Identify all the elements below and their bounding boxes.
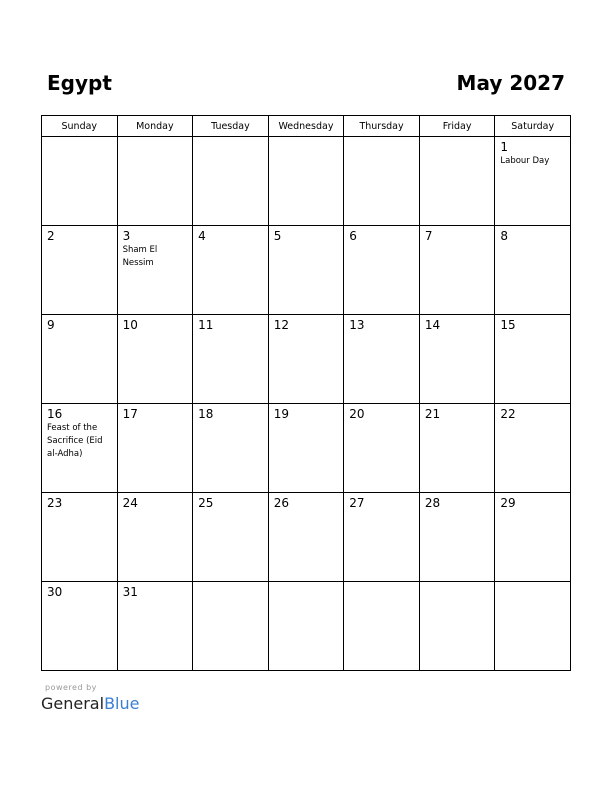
day-cell [495, 404, 571, 493]
day-number [420, 137, 495, 140]
day-cell [42, 137, 118, 226]
day-cell [344, 137, 420, 226]
calendar-grid [41, 115, 571, 671]
day-cell [344, 404, 420, 493]
day-cell [495, 582, 571, 671]
brand-blue: Blue [104, 694, 140, 713]
day-number: 5 [273, 229, 282, 243]
day-cell [268, 404, 344, 493]
day-cell [268, 315, 344, 404]
day-cell [419, 315, 495, 404]
week-row [42, 582, 571, 671]
day-number [42, 137, 117, 140]
day-number: 29 [500, 496, 516, 510]
country-title: Egypt [47, 71, 112, 95]
week-row [42, 226, 571, 315]
day-cell [268, 582, 344, 671]
day-number: 11 [198, 318, 214, 332]
day-number: 12 [273, 318, 289, 332]
day-cell [42, 315, 118, 404]
day-cell [117, 137, 193, 226]
weekday-header: Monday [117, 116, 193, 137]
day-number: 20 [349, 407, 365, 421]
day-cell [268, 226, 344, 315]
week-row [42, 404, 571, 493]
day-number: 23 [47, 496, 63, 510]
day-number [420, 582, 495, 585]
day-cell [344, 315, 420, 404]
day-number [269, 137, 344, 140]
day-cell [193, 582, 269, 671]
day-number [118, 137, 193, 140]
week-row [42, 315, 571, 404]
day-number: 1 [500, 140, 509, 154]
day-number: 4 [198, 229, 206, 243]
day-number: 24 [122, 496, 138, 510]
day-cell [268, 493, 344, 582]
day-number: 15 [500, 318, 516, 332]
day-number [193, 137, 268, 140]
weekday-header-row [42, 116, 571, 137]
holiday-label: Feast of the Sacrifice (Eid al-Adha) [47, 423, 103, 459]
day-cell [117, 404, 193, 493]
day-cell [117, 582, 193, 671]
day-number: 2 [47, 229, 55, 243]
day-cell [419, 582, 495, 671]
day-cell [495, 137, 571, 226]
day-cell [344, 582, 420, 671]
day-number: 28 [424, 496, 441, 510]
week-row [42, 137, 571, 226]
holiday-label: Sham El Nessim [122, 245, 158, 268]
day-cell [419, 404, 495, 493]
day-number: 31 [122, 585, 138, 599]
day-number: 7 [424, 229, 433, 243]
day-number [269, 582, 344, 585]
day-number [495, 582, 570, 585]
weekday-header: Tuesday [193, 116, 269, 137]
weekday-header: Wednesday [268, 116, 344, 137]
day-number [193, 582, 268, 585]
day-number: 13 [349, 318, 365, 332]
day-cell [344, 493, 420, 582]
day-cell [495, 493, 571, 582]
day-cell [117, 493, 193, 582]
weekday-header: Thursday [344, 116, 420, 137]
day-cell [193, 315, 269, 404]
day-cell [42, 493, 118, 582]
day-cell [419, 137, 495, 226]
day-cell [193, 404, 269, 493]
day-number: 3 [122, 229, 131, 243]
day-cell [495, 315, 571, 404]
day-number: 30 [47, 585, 63, 599]
day-cell [193, 226, 269, 315]
day-cell [344, 226, 420, 315]
day-cell [117, 226, 193, 315]
day-number: 16 [47, 407, 63, 421]
day-cell [495, 226, 571, 315]
holiday-label: Labour Day [500, 156, 550, 166]
day-number: 18 [198, 407, 214, 421]
powered-by-text: powered by [45, 683, 97, 692]
weekday-header: Sunday [42, 116, 118, 137]
day-cell [42, 582, 118, 671]
day-number: 26 [273, 496, 289, 510]
week-row [42, 493, 571, 582]
day-number: 25 [198, 496, 214, 510]
day-number [344, 582, 419, 585]
day-number: 17 [122, 407, 138, 421]
day-number: 8 [500, 229, 509, 243]
day-number: 19 [273, 407, 289, 421]
month-year-title: May 2027 [456, 71, 565, 95]
day-cell [42, 404, 118, 493]
day-number: 21 [424, 407, 441, 421]
day-cell [42, 226, 118, 315]
day-cell [117, 315, 193, 404]
brand-general: General [41, 694, 105, 713]
day-cell [268, 137, 344, 226]
day-number: 10 [122, 318, 138, 332]
generalblue-logo[interactable] [41, 694, 139, 713]
day-cell [419, 493, 495, 582]
day-cell [419, 226, 495, 315]
weekday-header: Saturday [495, 116, 571, 137]
day-number: 22 [500, 407, 516, 421]
day-cell [193, 137, 269, 226]
day-number: 14 [424, 318, 441, 332]
weekday-header: Friday [419, 116, 495, 137]
day-number: 6 [349, 229, 357, 243]
day-number: 27 [349, 496, 365, 510]
day-number [344, 137, 419, 140]
day-cell [193, 493, 269, 582]
day-number: 9 [47, 318, 55, 332]
